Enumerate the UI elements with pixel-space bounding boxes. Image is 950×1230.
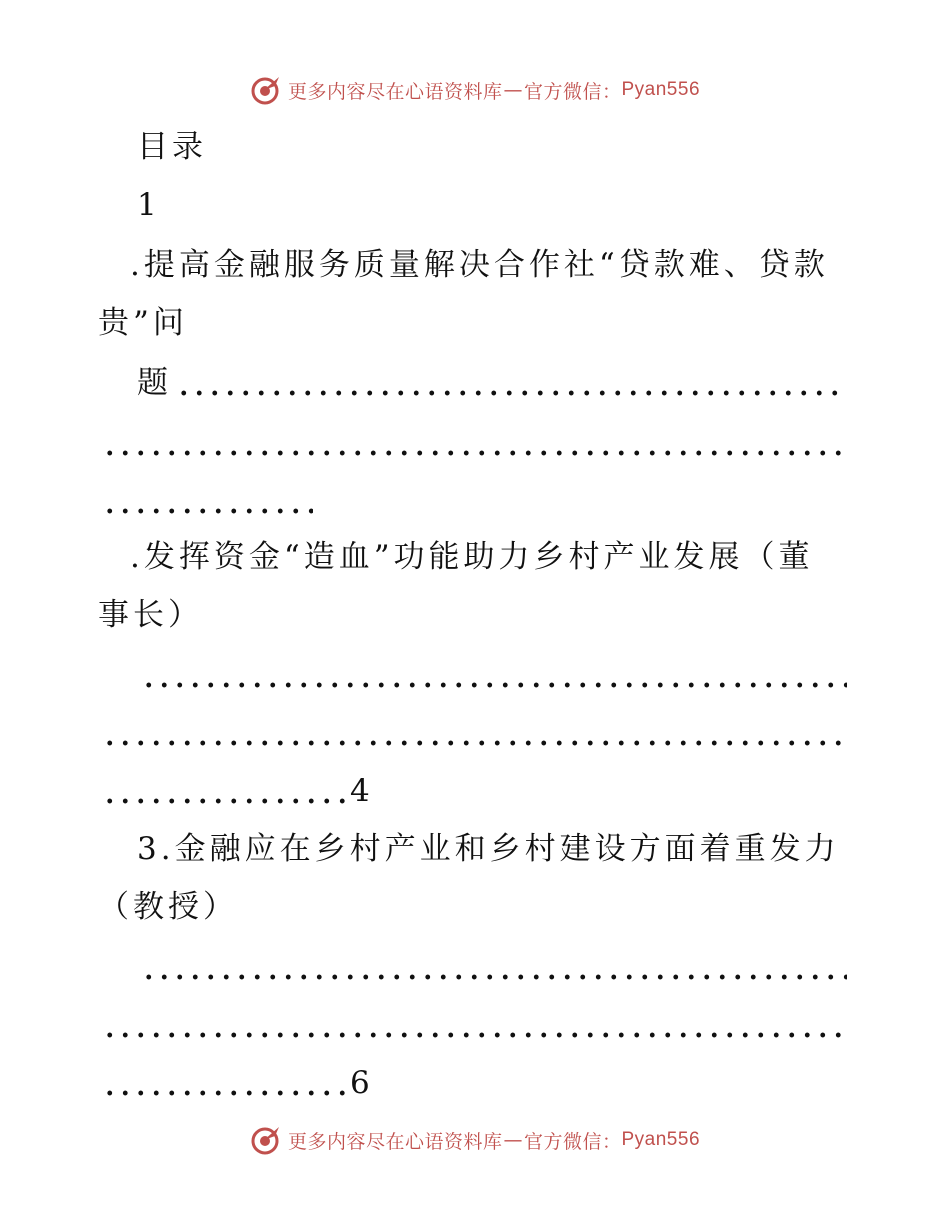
- toc-entry-3-leader-row3: [98, 1063, 843, 1103]
- toc-entry-1-leader-row1: [137, 363, 847, 403]
- watermark-contact-id: Pyan556: [621, 79, 701, 100]
- watermark-contact-label: 官方微信：: [523, 80, 622, 103]
- toc-entry-3-line2[interactable]: （教授）: [98, 889, 238, 925]
- quill-logo-icon: [250, 74, 282, 106]
- toc-entry-1-leader-row3: [98, 481, 843, 521]
- toc-entry-2-page: 4: [350, 773, 370, 809]
- toc-number: 1: [137, 187, 161, 223]
- toc-entry-1-line2[interactable]: 贵”问: [98, 305, 188, 341]
- toc-entry-3-line1[interactable]: 3.金融应在乡村产业和乡村建设方面着重发力: [137, 831, 840, 867]
- header-watermark: [0, 70, 950, 110]
- toc-entry-3-page: 6: [350, 1065, 370, 1101]
- footer-watermark: [0, 1120, 950, 1160]
- watermark-text: 更多内容尽在心语资料库: [287, 1130, 503, 1153]
- toc-heading: 目录: [137, 129, 207, 165]
- toc-entry-2-line1[interactable]: .发挥资金“造血”功能助力乡村产业发展（董: [130, 539, 814, 575]
- watermark-separator: —: [503, 79, 523, 101]
- toc-entry-2-leader-row1: [137, 655, 847, 695]
- toc-entry-1-line3-prefix: 题: [137, 365, 172, 401]
- watermark-contact-id: Pyan556: [621, 1129, 701, 1150]
- toc-entry-1-leader-row2: [98, 423, 843, 463]
- toc-entry-3-leader-row1: [137, 947, 847, 987]
- watermark-contact-label: 官方微信：: [523, 1130, 622, 1153]
- toc-entry-2-line2[interactable]: 事长）: [98, 597, 203, 633]
- watermark-text: 更多内容尽在心语资料库: [287, 80, 503, 103]
- quill-logo-icon: [250, 1124, 282, 1156]
- toc-entry-3-leader-row2: [98, 1005, 843, 1045]
- toc-entry-1-line1[interactable]: .提高金融服务质量解决合作社“贷款难、贷款: [130, 247, 829, 283]
- toc-entry-2-leader-row3: [98, 771, 843, 811]
- toc-entry-2-leader-row2: [98, 713, 843, 753]
- watermark-separator: —: [503, 1129, 523, 1151]
